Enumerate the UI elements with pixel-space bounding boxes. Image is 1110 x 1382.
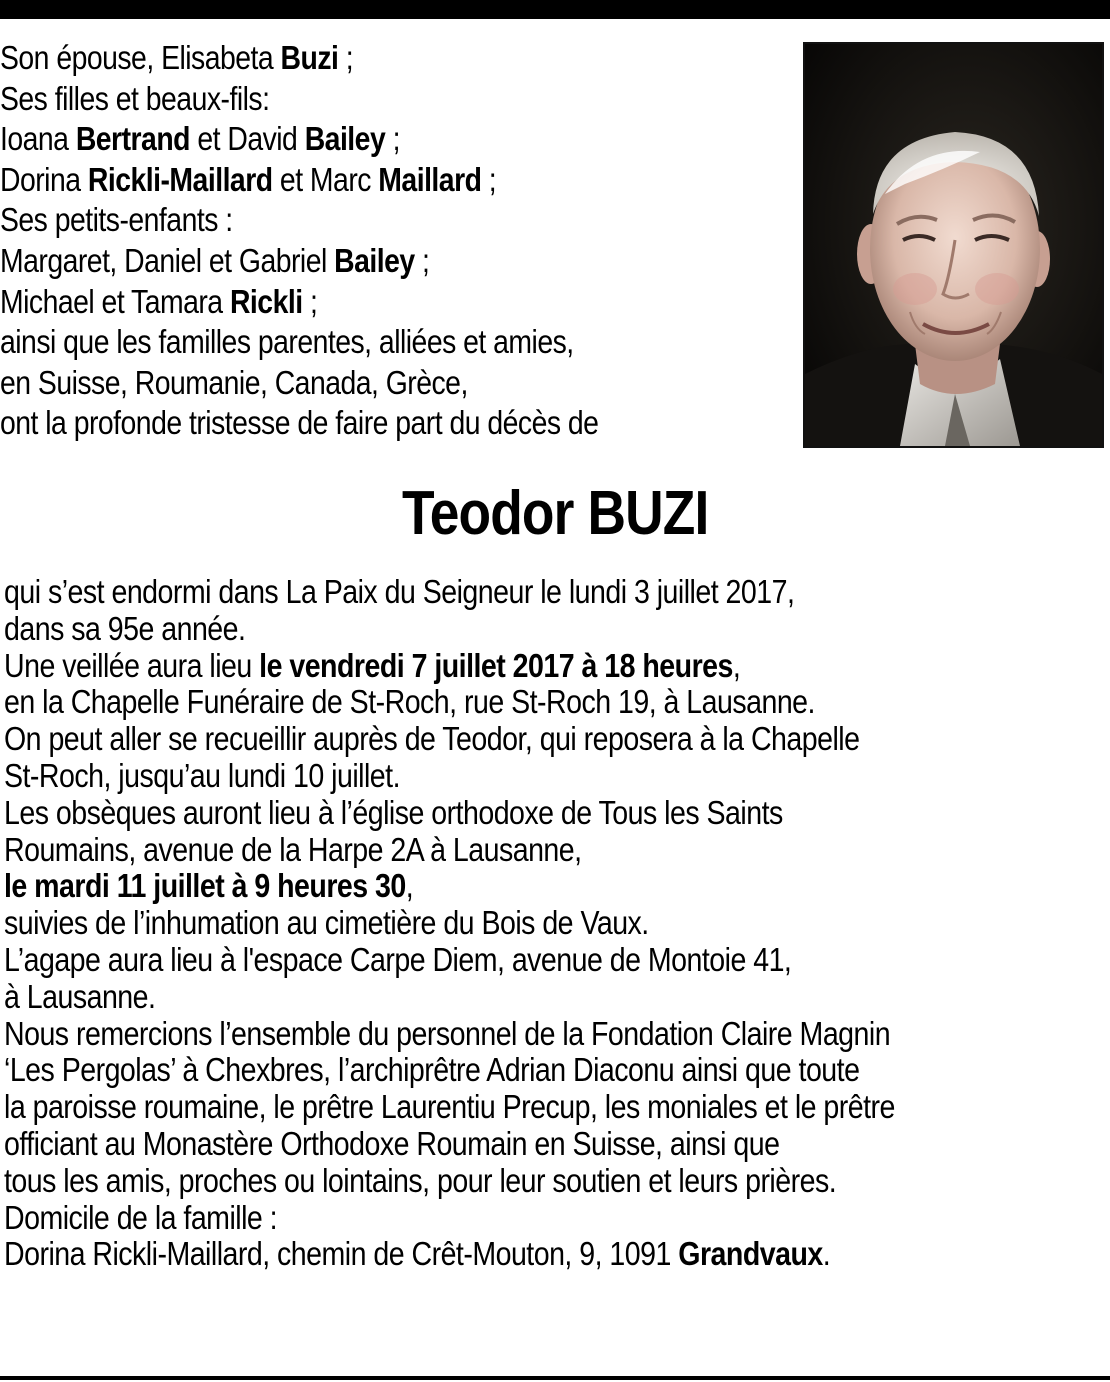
details-line [4, 721, 1094, 758]
text-segment: ; [385, 120, 400, 158]
text-segment: suivies de l’inhumation au cimetière du Bois de Vaux. [4, 904, 649, 942]
bold-text: Maillard [378, 160, 482, 198]
text-segment: . [822, 1235, 831, 1273]
text-segment: Ioana [0, 120, 76, 158]
text-segment: et David [189, 120, 305, 158]
family-line [0, 282, 679, 323]
top-rule [0, 0, 1110, 19]
details-line [4, 758, 1094, 795]
family-announcement [0, 38, 679, 444]
text-segment: et Marc [272, 160, 379, 198]
text-segment: ainsi que les familles parentes, alliées et amies, [0, 323, 574, 361]
text-segment: la paroisse roumaine, le prêtre Laurentiu Precup, les moniales et le prêtre [4, 1088, 895, 1126]
text-segment: qui s’est endormi dans La Paix du Seigneur le lundi 3 juillet 2017, [4, 573, 795, 610]
text-segment: Son épouse, Elisabeta [0, 39, 281, 76]
bold-text: Rickli [229, 282, 303, 320]
family-line [0, 160, 679, 201]
bottom-rule [0, 1376, 1110, 1380]
text-segment: L’agape aura lieu à l'espace Carpe Diem, avenue de Montoie 41, [4, 940, 792, 978]
text-segment: Une veillée aura lieu [4, 646, 260, 684]
details-line [4, 942, 1094, 979]
text-segment: Les obsèques auront lieu à l’église orthodoxe de Tous les Saints [4, 793, 783, 831]
details-line [4, 795, 1094, 832]
text-segment: Ses petits-enfants : [0, 201, 233, 239]
family-line [0, 241, 679, 282]
text-segment: ; [414, 241, 430, 279]
deceased-name [0, 478, 1110, 549]
text-segment: , [732, 646, 741, 684]
family-line [0, 119, 679, 160]
portrait-image [805, 44, 1102, 446]
bold-text: Buzi [280, 39, 339, 76]
family-line [0, 38, 679, 79]
details-line [4, 979, 1094, 1016]
funeral-details [4, 574, 1094, 1273]
details-line [4, 1163, 1094, 1200]
text-segment: On peut aller se recueillir auprès de Teodor, qui reposera à la Chapelle [4, 720, 860, 758]
text-segment: tous les amis, proches ou lointains, pour leur soutien et leurs prières. [4, 1161, 837, 1199]
bold-text: Bertrand [75, 120, 190, 158]
bold-text: le mardi 11 juillet à 9 heures 30 [4, 867, 406, 905]
portrait-photo [803, 42, 1104, 448]
bold-text: Bailey [304, 120, 386, 158]
text-segment: ont la profonde tristesse de faire part du décès de [0, 404, 599, 442]
text-segment: Michael et Tamara [0, 282, 230, 320]
details-line [4, 832, 1094, 869]
details-line [4, 905, 1094, 942]
text-segment: Margaret, Daniel et Gabriel [0, 241, 335, 279]
text-segment: en la Chapelle Funéraire de St-Roch, rue St-Roch 19, à Lausanne. [4, 683, 815, 721]
details-line [4, 868, 1094, 905]
text-segment: dans sa 95e année. [4, 609, 246, 647]
text-segment: ‘Les Pergolas’ à Chexbres, l’archiprêtre Adrian Diaconu ainsi que toute [4, 1051, 860, 1089]
family-line [0, 403, 679, 444]
details-line [4, 1200, 1094, 1237]
family-line [0, 200, 679, 241]
text-segment: à Lausanne. [4, 977, 156, 1015]
text-segment: Nous remercions l’ensemble du personnel de la Fondation Claire Magnin [4, 1014, 891, 1052]
details-line [4, 648, 1094, 685]
family-line [0, 363, 679, 404]
text-segment: officiant au Monastère Orthodoxe Roumain en Suisse, ainsi que [4, 1124, 780, 1162]
text-segment: Dorina [0, 160, 88, 198]
text-segment: St-Roch, jusqu’au lundi 10 juillet. [4, 756, 400, 794]
details-line [4, 611, 1094, 648]
text-segment: Domicile de la famille : [4, 1198, 278, 1236]
family-line [0, 322, 679, 363]
bold-text: Grandvaux [678, 1235, 823, 1273]
text-segment: en Suisse, Roumanie, Canada, Grèce, [0, 363, 468, 401]
details-line [4, 1052, 1094, 1089]
bold-text: Rickli-Maillard [87, 160, 273, 198]
details-line [4, 1016, 1094, 1053]
family-line [0, 79, 679, 120]
details-line [4, 684, 1094, 721]
text-segment: ; [302, 282, 318, 320]
deceased-name-text: Teodor BUZI [401, 479, 709, 548]
bold-text: le vendredi 7 juillet 2017 à 18 heures [259, 646, 733, 684]
text-segment: , [405, 867, 414, 905]
text-segment: Roumains, avenue de la Harpe 2A à Lausanne, [4, 830, 582, 868]
details-line [4, 1089, 1094, 1126]
text-segment: Dorina Rickli-Maillard, chemin de Crêt-Mouton, 9, 1091 [4, 1235, 679, 1273]
text-segment: Ses filles et beaux-fils: [0, 79, 270, 117]
text-segment: ; [338, 39, 354, 76]
details-line [4, 1126, 1094, 1163]
details-line [4, 574, 1094, 611]
text-segment: ; [481, 160, 497, 198]
bold-text: Bailey [334, 241, 415, 279]
details-line [4, 1236, 1094, 1273]
